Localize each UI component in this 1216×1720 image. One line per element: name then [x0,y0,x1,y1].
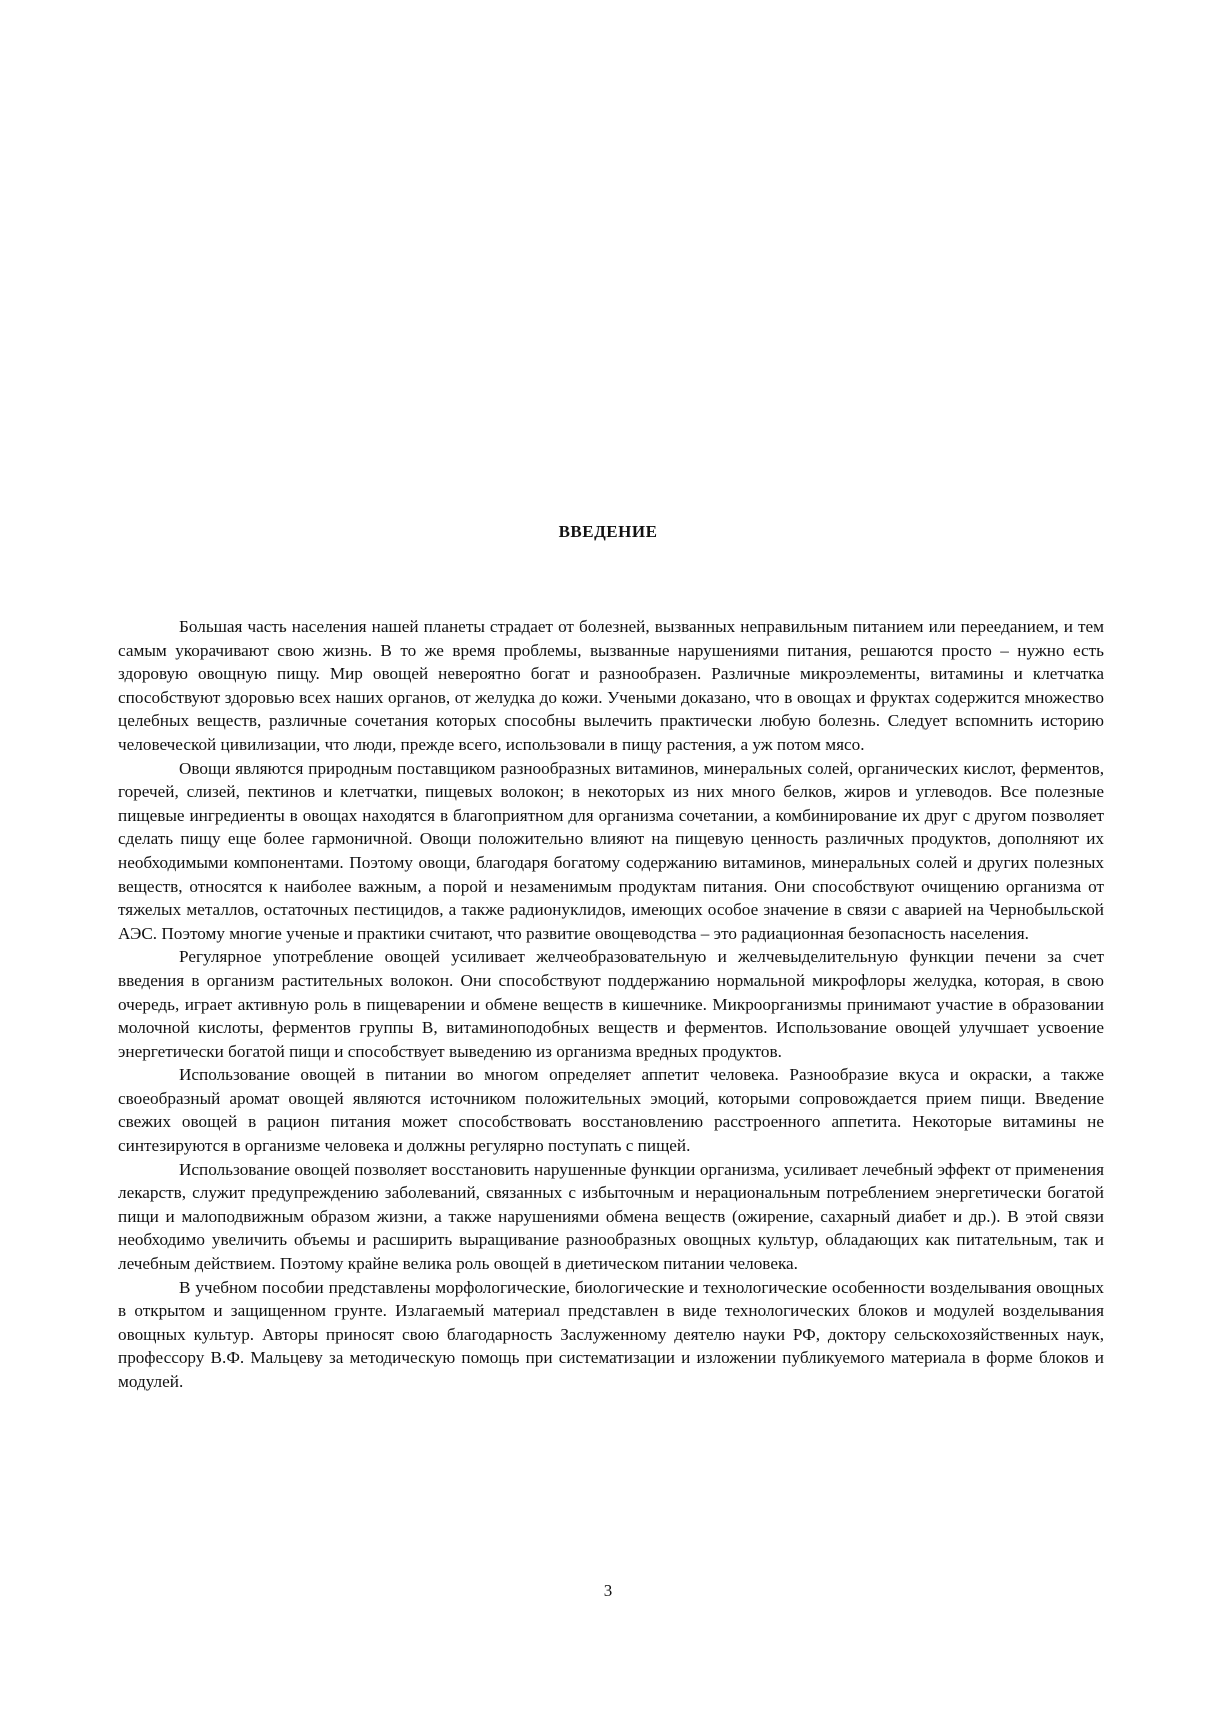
paragraph: Регулярное употребление овощей усиливает желчеобразовательную и желчевыделительную функции печени за счет введения в организм растительных волокон. Они способствуют поддержанию нормальной микрофлоры желудка, которая, в свою очередь, играет активную роль в пищеварении и обмене веществ в кишечнике. Микроорганизмы принимают участие в образовании молочной кислоты, ферментов группы В, витаминоподобных веществ и ферментов. Использование овощей улучшает усвоение энергетически богатой пищи и способствует выведению из организма вредных продуктов. [118,947,1104,1061]
page-title: ВВЕДЕНИЕ [558,522,658,541]
body-text [118,615,1104,1394]
paragraph: Овощи являются природным поставщиком разнообразных витаминов, минеральных солей, органических кислот, ферментов, горечей, слизей, пектинов и клетчатки, пищевых волокон; в некоторых из них много белков, жиров и углеводов. Все полезные пищевые ингредиенты в овощах находятся в благоприятном для организма сочетании, а комбинирование их друг с другом позволяет сделать пищу еще более гармоничной. Овощи положительно влияют на пищевую ценность различных продуктов, дополняют их необходимыми компонентами. Поэтому овощи, благодаря богатому содержанию витаминов, минеральных солей и других полезных веществ, относятся к наиболее важным, а порой и незаменимым продуктам питания. Они способствуют очищению организма от тяжелых металлов, остаточных пестицидов, а также радионуклидов, имеющих особое значение в связи с аварией на Чернобыльской АЭС. Поэтому многие ученые и практики считают, что развитие овощеводства – это радиационная безопасность населения. [118,758,1104,943]
paragraph: Большая часть населения нашей планеты страдает от болезней, вызванных неправильным питанием или перееданием, и тем самым укорачивают свою жизнь. В то же время проблемы, вызванные нарушениями питания, решаются просто – нужно есть здоровую овощную пищу. Мир овощей невероятно богат и разнообразен. Различные микроэлементы, витамины и клетчатка способствуют здоровью всех наших органов, от желудка до кожи. Учеными доказано, что в овощах и фруктах содержится множество целебных веществ, различные сочетания которых способны вылечить практически любую болезнь. Следует вспомнить историю человеческой цивилизации, что люди, прежде всего, использовали в пищу растения, а уж потом мясо. [118,617,1104,754]
page-number: 3 [603,1581,613,1600]
paragraph: В учебном пособии представлены морфологические, биологические и технологические особенности возделывания овощных в открытом и защищенном грунте. Излагаемый материал представлен в виде технологических блоков и модулей возделывания овощных культур. Авторы приносят свою благодарность Заслуженному деятелю науки РФ, доктору сельскохозяйственных наук, профессору В.Ф. Мальцеву за методическую помощь при систематизации и изложении публикуемого материала в форме блоков и модулей. [118,1277,1104,1391]
paragraph: Использование овощей позволяет восстановить нарушенные функции организма, усиливает лечебный эффект от применения лекарств, служит предупреждению заболеваний, связанных с избыточным и нерациональным потреблением энергетически богатой пищи и малоподвижным образом жизни, а также нарушениями обмена веществ (ожирение, сахарный диабет и др.). В этой связи необходимо увеличить объемы и расширить выращивание разнообразных овощных культур, обладающих как питательным, так и лечебным действием. Поэтому крайне велика роль овощей в диетическом питании человека. [118,1159,1104,1274]
paragraph: Использование овощей в питании во многом определяет аппетит человека. Разнообразие вкуса и окраски, а также своеобразный аромат овощей являются источником положительных эмоций, которыми сопровождается прием пищи. Введение свежих овощей в рацион питания может способствовать восстановлению расстроенного аппетита. Некоторые витамины не синтезируются в организме человека и должны регулярно поступать с пищей. [118,1065,1104,1156]
